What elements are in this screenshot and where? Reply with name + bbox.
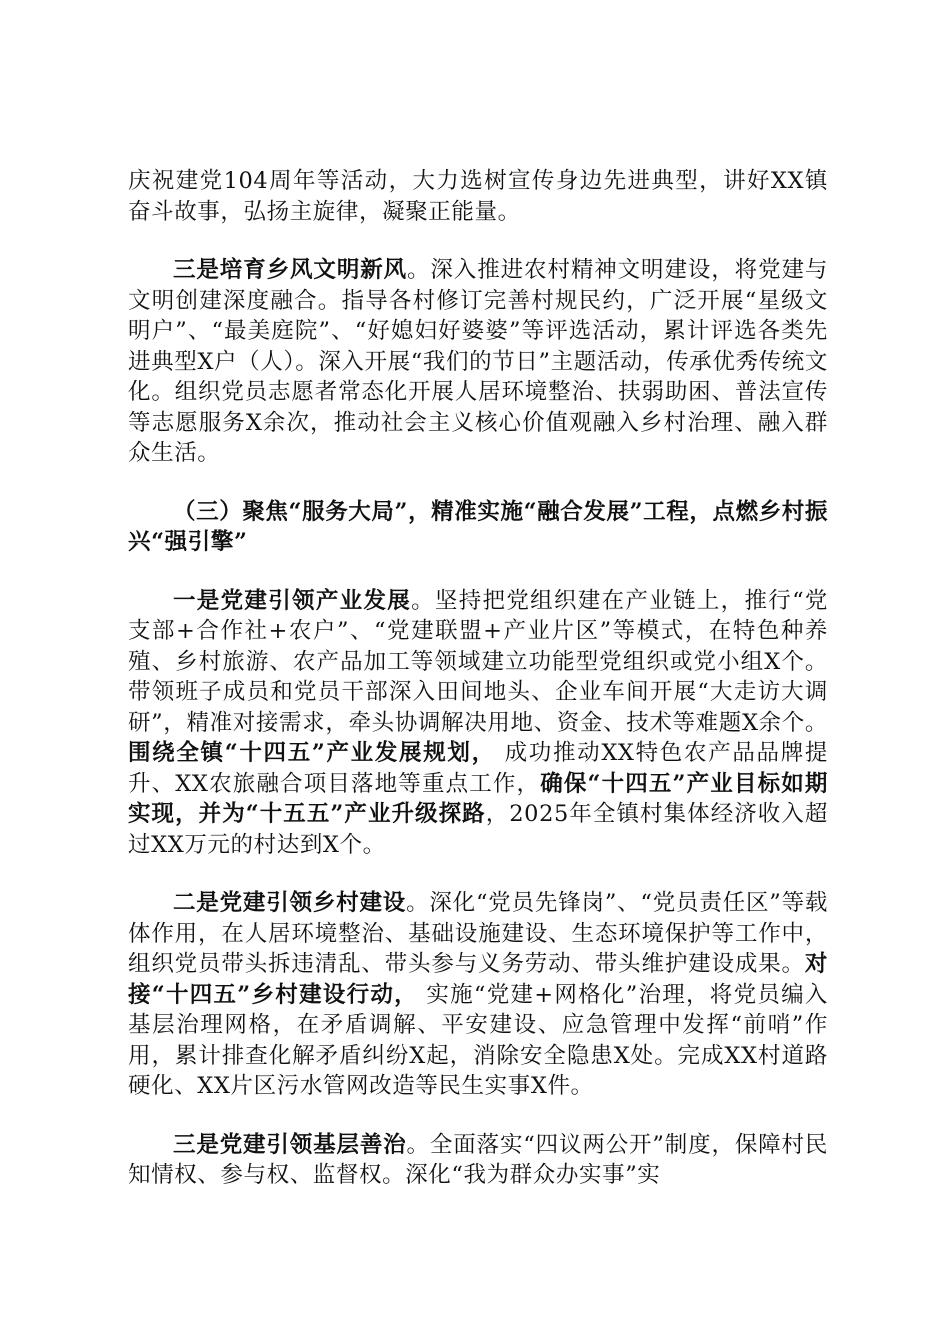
paragraph-lead: 二是党建引领乡村建设 xyxy=(173,890,407,916)
paragraph-emphasis: 围绕全镇“十四五”产业发展规划， xyxy=(128,740,496,766)
paragraph-lead: 三是党建引领基层善治 xyxy=(173,1131,407,1158)
paragraph-text: 。深入推进农村精神文明建设，将党建与文明创建深度融合。指导各村修订完善村规民约，广泛开展“星级文明户”、“最美庭院”、“好媳妇好婆婆”等评选活动，累计评选各类先进典型X户（人）。深入开展“我们的节日”主题活动，传承优秀传统文化。组织党员志愿者常态化开展人居环境整治、扶弱助困、普法宣传等志愿服务X余次，推动社会主义核心价值观融入乡村治理、融入群众生活。 xyxy=(128,257,828,466)
paragraph-text: 。深化“党员先锋岗”、“党员责任区”等载体作用，在人居环境整治、基础设施建设、生态环境保护等工作中，组织党员带头拆违清乱、带头参与义务劳动、带头维护建设成果。 xyxy=(128,890,828,977)
paragraph-text: 庆祝建党104周年等活动，大力选树宣传身边先进典型，讲好XX镇奋斗故事，弘扬主旋律，凝聚正能量。 xyxy=(128,168,828,225)
paragraph-continued xyxy=(128,166,828,227)
section-heading-text: （三）聚焦“服务大局”，精准实施“融合发展”工程，点燃乡村振兴“强引擎” xyxy=(128,498,828,555)
paragraph-lead: 三是培育乡风文明新风 xyxy=(173,257,408,283)
paragraph-emphasis: 确保“十四五”产业目标如期实现，并为“十五五”产业升级探路 xyxy=(128,770,828,827)
document-page xyxy=(128,166,828,1219)
paragraph-text: 。坚持把党组织建在产业链上，推行“党支部+合作社+农户”、“党建联盟+产业片区”等模式，在特色种养殖、乡村旅游、农产品加工等领域建立功能型党组织或党小组X个。带领班子成员和党员干部深入田间地头、企业车间开展“大走访大调研”，精准对接需求，牵头协调解决用地、资金、技术等难题X余个。 xyxy=(128,587,828,736)
paragraph-text: ，2025年全镇村集体经济收入超过XX万元的村达到X个。 xyxy=(128,801,828,858)
paragraph-rural-construction xyxy=(128,888,828,1102)
paragraph-text: 实施“党建+网格化”治理，将党员编入基层治理网格，在矛盾调解、平安建设、应急管理中发挥“前哨”作用，累计排查化解矛盾纠纷X起，消除安全隐患X处。完成XX村道路硬化、XX片区污水管网改造等民生实事X件。 xyxy=(128,981,828,1099)
paragraph-industry-development xyxy=(128,586,828,861)
paragraph-lead: 一是党建引领产业发展 xyxy=(173,587,412,614)
paragraph-emphasis: 对接“十四五”乡村建设行动， xyxy=(128,951,828,1008)
section-heading-3 xyxy=(128,497,828,558)
paragraph-rural-civilization xyxy=(128,255,828,469)
paragraph-text: 。全面落实“四议两公开”制度，保障村民知情权、参与权、监督权。深化“我为群众办实事”实 xyxy=(128,1131,828,1188)
paragraph-grassroots-governance xyxy=(128,1130,828,1191)
paragraph-text: 成功推动XX特色农产品品牌提升、XX农旅融合项目落地等重点工作， xyxy=(128,740,828,797)
